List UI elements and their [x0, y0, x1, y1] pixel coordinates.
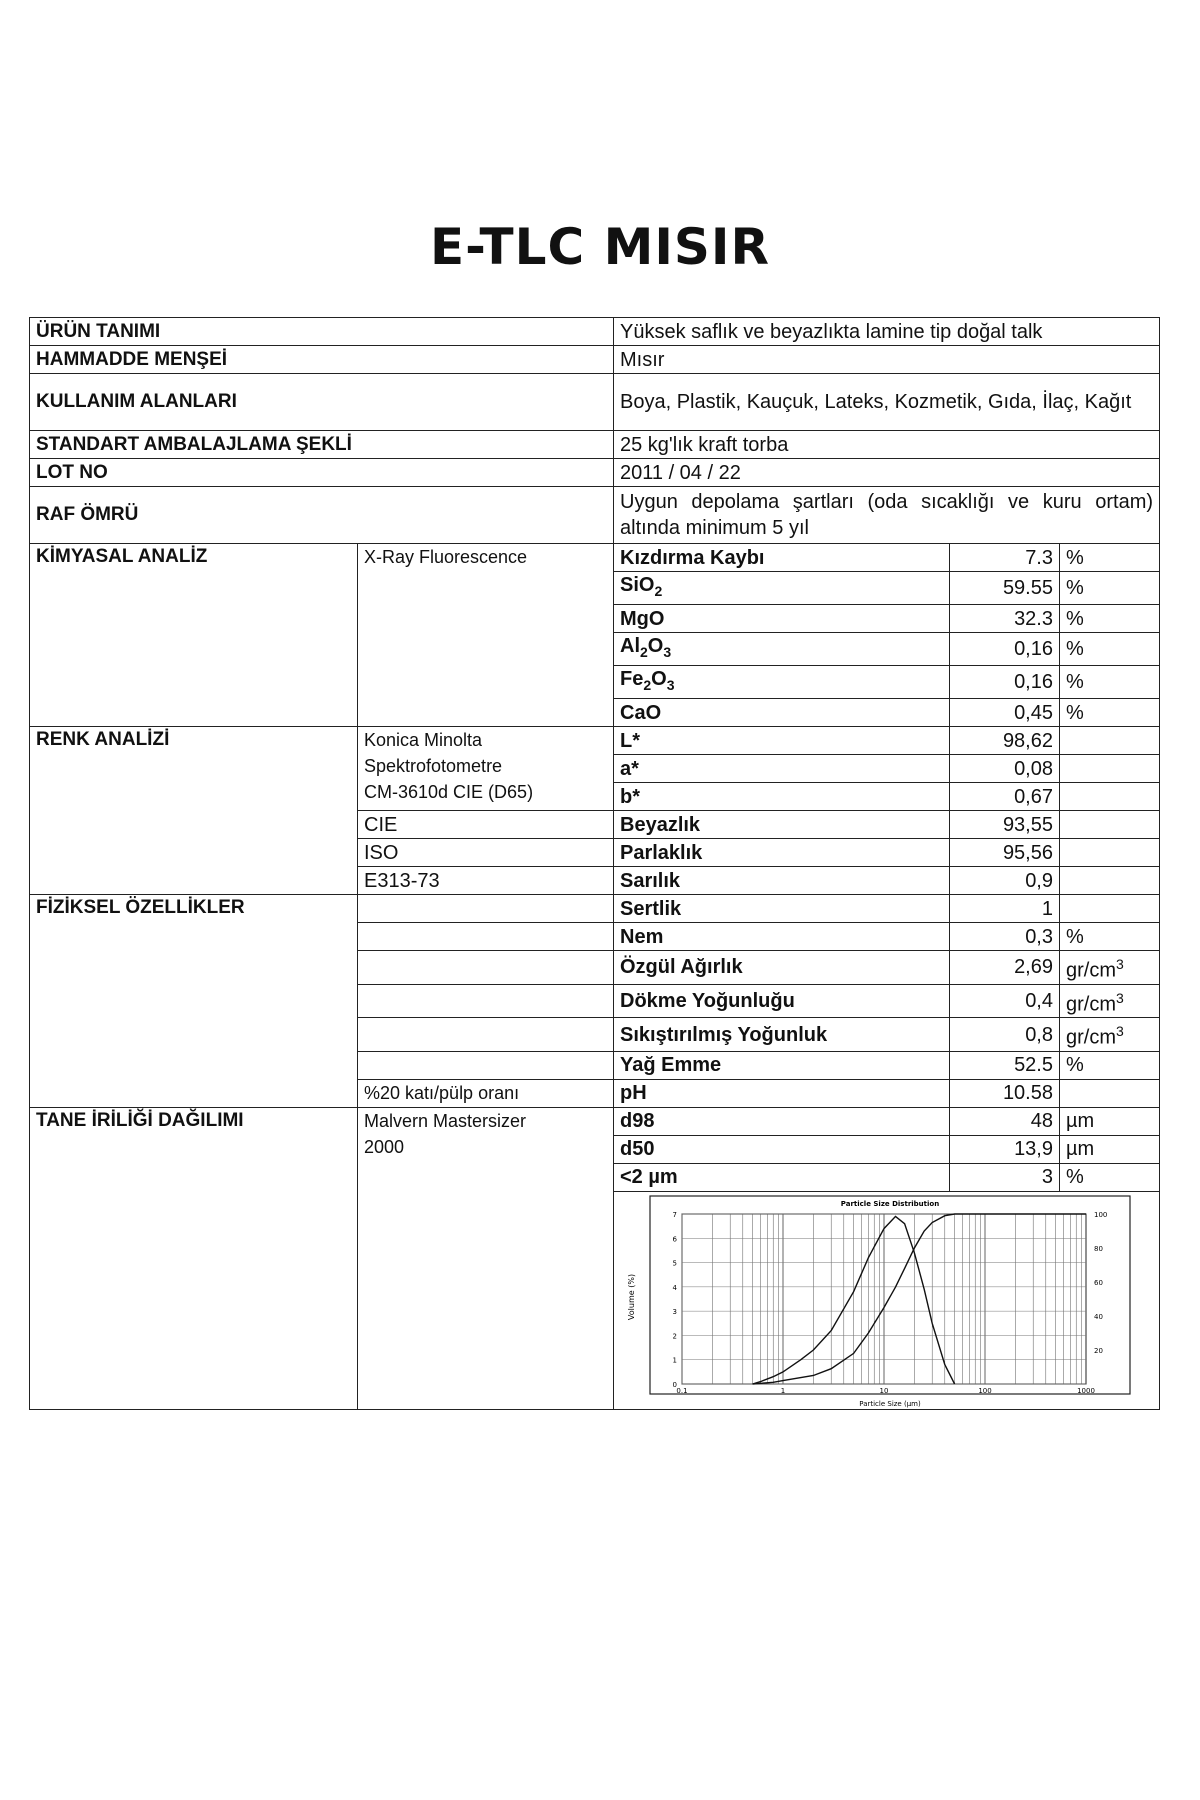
chart-ylabel: Volume (%) [627, 1273, 636, 1321]
value-kullanim: Boya, Plastik, Kauçuk, Lateks, Kozmetik, Gıda, İlaç, Kağıt [614, 374, 1160, 431]
x-tick-label: 1 [780, 1386, 786, 1395]
value-yag-emme: 52.5 [950, 1051, 1060, 1079]
y-tick-label: 2 [672, 1332, 677, 1341]
unit-mgo: % [1060, 605, 1160, 633]
value-d50: 13,9 [950, 1135, 1060, 1163]
method-line: Spektrofotometre [364, 756, 503, 776]
unit-lt2: % [1060, 1163, 1160, 1191]
method-konica [358, 727, 614, 811]
param-yag-emme: Yağ Emme [614, 1051, 950, 1079]
value-ozgul-agirlik: 2,69 [950, 951, 1060, 985]
value-lot-no: 2011 / 04 / 22 [614, 459, 1160, 487]
unit-b [1060, 783, 1160, 811]
y2-tick-label: 60 [1094, 1278, 1103, 1287]
method-cell [358, 1051, 614, 1079]
param-lt2: <2 µm [614, 1163, 950, 1191]
value-lt2: 3 [950, 1163, 1060, 1191]
value-hammadde: Mısır [614, 346, 1160, 374]
value-d98: 48 [950, 1107, 1060, 1135]
param-sio2: SiO$_2$ [614, 572, 950, 605]
unit-sikistirilmis: $gr/cm^3$ [1060, 1018, 1160, 1052]
table-row [30, 727, 1160, 755]
label-kimyasal: KİMYASAL ANALİZ [30, 544, 358, 727]
method-cie: CIE [358, 811, 614, 839]
unit-cao: % [1060, 699, 1160, 727]
param-dokme: Dökme Yoğunluğu [614, 984, 950, 1018]
method-line: Konica Minolta [364, 730, 483, 750]
param-ozgul-agirlik: Özgül Ağırlık [614, 951, 950, 985]
param-mgo: MgO [614, 605, 950, 633]
param-l: L* [614, 727, 950, 755]
label-lot-no: LOT NO [30, 459, 614, 487]
method-cell [358, 923, 614, 951]
chart-frame [650, 1196, 1130, 1394]
param-parlaklik: Parlaklık [614, 839, 950, 867]
y-tick-label: 3 [672, 1308, 677, 1317]
param-d98: d98 [614, 1107, 950, 1135]
unit-d50: µm [1060, 1135, 1160, 1163]
label-urun-tanimi: ÜRÜN TANIMI [30, 318, 614, 346]
value-l: 98,62 [950, 727, 1060, 755]
unit-sertlik [1060, 895, 1160, 923]
unit-d98: µm [1060, 1107, 1160, 1135]
value-ambalaj: 25 kg'lık kraft torba [614, 431, 1160, 459]
y2-tick-label: 80 [1094, 1244, 1103, 1253]
method-cell [358, 895, 614, 923]
value-cao: 0,45 [950, 699, 1060, 727]
label-kullanim: KULLANIM ALANLARI [30, 374, 614, 431]
param-ph: pH [614, 1079, 950, 1107]
param-sertlik: Sertlik [614, 895, 950, 923]
value-sarilik: 0,9 [950, 867, 1060, 895]
method-line: 2000 [364, 1136, 405, 1157]
unit-ozgul-agirlik: $gr/cm^3$ [1060, 951, 1160, 985]
unit-yag-emme: % [1060, 1051, 1160, 1079]
unit-kizdirma: % [1060, 544, 1160, 572]
chart-title: Particle Size Distribution [840, 1199, 940, 1208]
unit-nem: % [1060, 923, 1160, 951]
table-row [30, 895, 1160, 923]
unit-sarilik [1060, 867, 1160, 895]
value-mgo: 32.3 [950, 605, 1060, 633]
method-pulp: %20 katı/pülp oranı [358, 1079, 614, 1107]
param-fe2o3: $Fe_2O_3$ [614, 666, 950, 699]
value-dokme: 0,4 [950, 984, 1060, 1018]
page-title: E-TLC MISIR [429, 218, 771, 276]
param-beyazlik: Beyazlık [614, 811, 950, 839]
value-raf-omru: Uygun depolama şartları (oda sıcaklığı ve kuru ortam) altında minimum 5 yıl [614, 487, 1160, 544]
unit-parlaklik [1060, 839, 1160, 867]
value-urun-tanimi: Yüksek saflık ve beyazlıkta lamine tip doğal talk [614, 318, 1160, 346]
label-fiziksel: FİZİKSEL ÖZELLİKLER [30, 895, 358, 1108]
x-tick-label: 1000 [1077, 1386, 1095, 1395]
value-fe2o3: 0,16 [950, 666, 1060, 699]
method-cell [358, 1018, 614, 1052]
param-sarilik: Sarılık [614, 867, 950, 895]
unit-a [1060, 755, 1160, 783]
param-sikistirilmis: Sıkıştırılmış Yoğunluk [614, 1018, 950, 1052]
y-tick-label: 7 [672, 1210, 677, 1219]
table-row [30, 459, 1160, 487]
value-beyazlik: 93,55 [950, 811, 1060, 839]
unit-l [1060, 727, 1160, 755]
value-a: 0,08 [950, 755, 1060, 783]
table-row [30, 346, 1160, 374]
value-b: 0,67 [950, 783, 1060, 811]
x-tick-label: 10 [879, 1386, 889, 1395]
particle-size-chart [620, 1192, 1164, 1408]
table-row [30, 374, 1160, 431]
method-cell [358, 951, 614, 985]
table-row [30, 1107, 1160, 1135]
label-raf-omru: RAF ÖMRÜ [30, 487, 614, 544]
x-tick-label: 100 [978, 1386, 992, 1395]
y-tick-label: 0 [672, 1380, 677, 1389]
y-tick-label: 5 [672, 1259, 677, 1268]
method-malvern [358, 1107, 614, 1409]
y2-tick-label: 40 [1094, 1312, 1103, 1321]
unit-dokme: $gr/cm^3$ [1060, 984, 1160, 1018]
param-a: a* [614, 755, 950, 783]
param-b: b* [614, 783, 950, 811]
unit-beyazlik [1060, 811, 1160, 839]
y2-tick-label: 20 [1094, 1346, 1103, 1355]
param-kizdirma: Kızdırma Kaybı [614, 544, 950, 572]
param-d50: d50 [614, 1135, 950, 1163]
y-tick-label: 4 [672, 1283, 677, 1292]
value-sertlik: 1 [950, 895, 1060, 923]
value-ph: 10.58 [950, 1079, 1060, 1107]
value-sikistirilmis: 0,8 [950, 1018, 1060, 1052]
unit-fe2o3: % [1060, 666, 1160, 699]
value-al2o3: 0,16 [950, 633, 1060, 666]
method-cell [358, 984, 614, 1018]
value-parlaklik: 95,56 [950, 839, 1060, 867]
param-al2o3: $Al_2O_3$ [614, 633, 950, 666]
unit-sio2: % [1060, 572, 1160, 605]
table-row [30, 431, 1160, 459]
chart-cell [614, 1191, 1160, 1409]
unit-ph [1060, 1079, 1160, 1107]
label-hammadde: HAMMADDE MENŞEİ [30, 346, 614, 374]
y2-tick-label: 100 [1094, 1210, 1108, 1219]
label-tane: TANE İRİLİĞİ DAĞILIMI [30, 1107, 358, 1409]
param-cao: CaO [614, 699, 950, 727]
value-sio2: 59.55 [950, 572, 1060, 605]
method-line: CM-3610d CIE (D65) [364, 782, 534, 802]
chart-xlabel: Particle Size (µm) [859, 1399, 921, 1408]
value-nem: 0,3 [950, 923, 1060, 951]
label-ambalaj: STANDART AMBALAJLAMA ŞEKLİ [30, 431, 614, 459]
y-tick-label: 1 [672, 1356, 677, 1365]
method-xrf: X-Ray Fluorescence [358, 544, 614, 727]
x-tick-label: 0.1 [676, 1386, 688, 1395]
table-row [30, 487, 1160, 544]
spec-table [29, 317, 1160, 1410]
value-kizdirma: 7.3 [950, 544, 1060, 572]
y-tick-label: 6 [672, 1235, 677, 1244]
method-line: Malvern Mastersizer [364, 1110, 527, 1131]
method-e313: E313-73 [358, 867, 614, 895]
method-iso: ISO [358, 839, 614, 867]
param-nem: Nem [614, 923, 950, 951]
table-row [30, 318, 1160, 346]
label-renk: RENK ANALİZİ [30, 727, 358, 895]
unit-al2o3: % [1060, 633, 1160, 666]
table-row [30, 544, 1160, 572]
